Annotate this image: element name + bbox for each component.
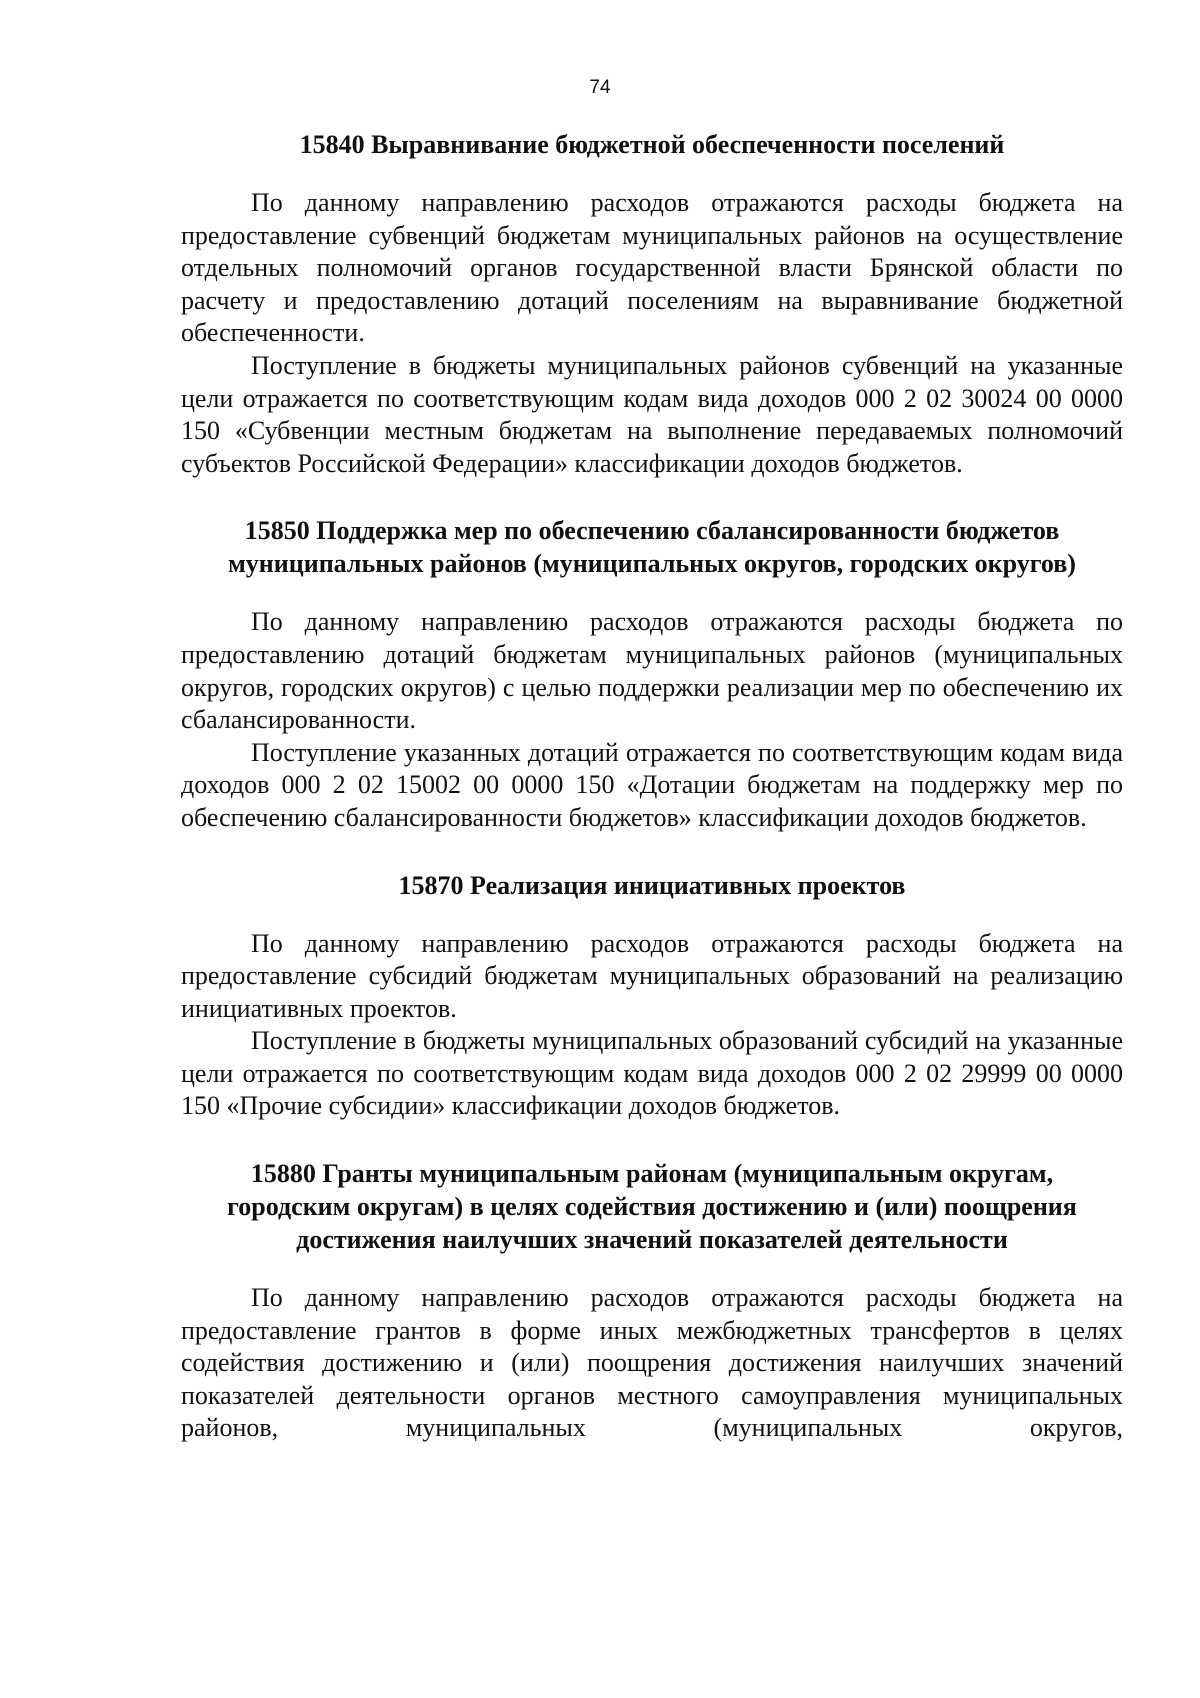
section-heading bbox=[181, 869, 1123, 902]
page-number: 74 bbox=[589, 77, 611, 98]
paragraph: По данному направлению расходов отражаются расходы бюджета по предоставлению дотаций бюджетам муниципальных районов (муниципальных округов, городских округов) с целью поддержки реализации мер по обеспечению их сбалансированности. bbox=[181, 607, 1123, 735]
heading-line: 15840 Выравнивание бюджетной обеспеченности поселений bbox=[299, 130, 1005, 159]
paragraph: Поступление в бюджеты муниципальных районов субвенций на указанные цели отражается по соответствующим кодам вида доходов 000 2 02 30024 00 0000 150 «Субвенции местным бюджетам на выполнение передаваемых полномочий субъектов Российской Федерации» классификации доходов бюджетов. bbox=[181, 350, 1123, 478]
section-15870 bbox=[181, 869, 1123, 1124]
section-heading bbox=[181, 1157, 1123, 1256]
paragraph: По данному направлению расходов отражаются расходы бюджета на предоставление грантов в форме иных межбюджетных трансфертов в целях содействия достижению и (или) поощрения достижения наилучших значений показателей деятельности органов местного самоуправления муниципальных районов, муниципальных (муниципальных округов, bbox=[181, 1283, 1123, 1443]
section-heading bbox=[181, 514, 1123, 580]
heading-line: 15880 Гранты муниципальным районам (муниципальным округам, bbox=[250, 1159, 1054, 1189]
paragraph: Поступление в бюджеты муниципальных образований субсидий на указанные цели отражается по соответствующим кодам вида доходов 000 2 02 29999 00 0000 150 «Прочие субсидии» классификации доходов бюджетов. bbox=[181, 1026, 1123, 1121]
section-15840 bbox=[181, 128, 1123, 480]
section-15880 bbox=[181, 1157, 1123, 1445]
paragraph: Поступление указанных дотаций отражается по соответствующим кодам вида доходов 000 2 02 15002 00 0000 150 «Дотации бюджетам на поддержку мер по обеспечению сбалансированности бюджетов» классификации доходов бюджетов. bbox=[181, 737, 1123, 832]
heading-line: городским округам) в целях содействия достижению и (или) поощрения bbox=[227, 1192, 1077, 1222]
document-body bbox=[181, 128, 1123, 1445]
paragraph: По данному направлению расходов отражаются расходы бюджета на предоставление субсидий бюджетам муниципальных образований на реализацию инициативных проектов. bbox=[181, 928, 1123, 1023]
heading-line: достижения наилучших значений показателей деятельности bbox=[296, 1225, 1008, 1255]
heading-line: 15850 Поддержка мер по обеспечению сбалансированности бюджетов bbox=[244, 516, 1060, 546]
section-15850 bbox=[181, 514, 1123, 834]
section-heading bbox=[181, 128, 1123, 161]
paragraph: По данному направлению расходов отражаются расходы бюджета на предоставление субвенций бюджетам муниципальных районов на осуществление отдельных полномочий органов государственной власти Брянской области по расчету и предоставлению дотаций поселениям на выравнивание бюджетной обеспеченности. bbox=[181, 188, 1123, 348]
heading-line: 15870 Реализация инициативных проектов bbox=[398, 870, 906, 900]
heading-line: муниципальных районов (муниципальных округов, городских округов) bbox=[228, 549, 1076, 579]
